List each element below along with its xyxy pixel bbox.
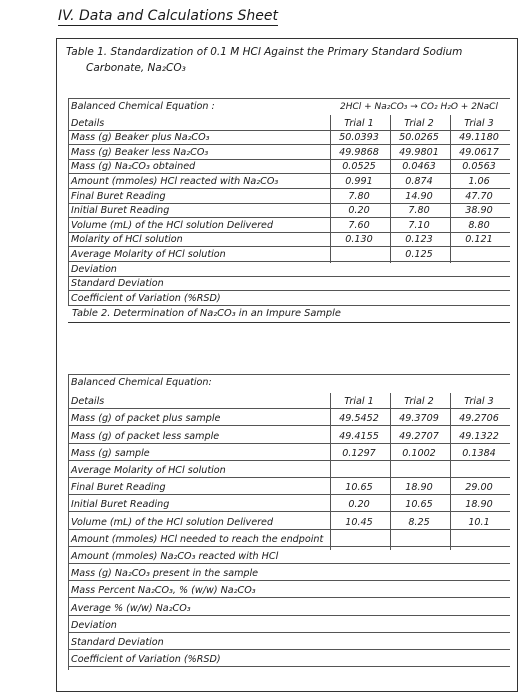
- equation-label: Balanced Chemical Equation :: [71, 101, 215, 112]
- table-row: [68, 204, 510, 218]
- table1-caption-line2: Carbonate, Na₂CO₃: [86, 62, 186, 74]
- table2-col-divider-2: [390, 393, 391, 550]
- row-label: Coefficient of Variation (%RSD): [71, 292, 221, 304]
- cell-trial-2: 18.90: [405, 482, 433, 494]
- cell-trial-3: 49.1180: [459, 132, 499, 144]
- cell-trial-2: 49.2707: [399, 430, 439, 442]
- details-label: Details: [71, 396, 105, 408]
- table-row: [68, 516, 510, 530]
- row-label: Volume (mL) of the HCl solution Delivered: [71, 219, 274, 231]
- cell-trial-1: 49.5452: [339, 413, 379, 425]
- row-label: Mass (g) Beaker less Na₂CO₃: [71, 146, 209, 158]
- row-label: Final Buret Reading: [71, 482, 166, 494]
- table-row: [68, 602, 510, 616]
- cell-trial-2: 0.874: [405, 176, 433, 187]
- table1-col-divider-2: [390, 115, 391, 263]
- row-label: Deviation: [71, 619, 117, 631]
- table-row: [68, 263, 510, 277]
- cell-trial-3: 38.90: [465, 205, 493, 217]
- trial-header-3: Trial 3: [464, 117, 494, 129]
- table1-top-rule: [68, 98, 510, 99]
- cell-trial-1: 10.45: [345, 516, 373, 528]
- table1-col-divider-1: [330, 115, 331, 263]
- cell-trial-1: 49.4155: [339, 430, 379, 442]
- row-label: Average Molarity of HCl solution: [71, 465, 226, 476]
- table-row: [68, 567, 510, 581]
- cell-trial-2: 49.3709: [399, 413, 439, 425]
- row-label: Molarity of HCl solution: [71, 234, 183, 246]
- row-label: Mass (g) sample: [71, 447, 150, 459]
- table-row: [68, 447, 510, 461]
- row-label: Mass (g) of packet less sample: [71, 430, 220, 442]
- table-row: [68, 277, 510, 291]
- table-row: [68, 190, 510, 204]
- table2-col-divider-1: [330, 393, 331, 550]
- row-label: Mass (g) Na₂CO₃ present in the sample: [71, 568, 259, 580]
- cell-trial-2: 49.9801: [399, 146, 439, 158]
- table-row: [68, 619, 510, 633]
- table-row: [68, 498, 510, 512]
- cell-trial-2: 7.80: [408, 205, 430, 217]
- table-row: [68, 653, 510, 667]
- table-row: [68, 233, 510, 247]
- row-label: Mass (g) Na₂CO₃ obtained: [71, 161, 196, 173]
- table-row: [68, 412, 510, 426]
- table1-equation-row: [68, 100, 510, 114]
- table-row: [68, 584, 510, 598]
- cell-trial-1: 0.130: [345, 234, 373, 246]
- row-label: Final Buret Reading: [71, 190, 166, 202]
- table2-caption: Table 2. Determination of Na₂CO₃ in an Impure Sample: [72, 308, 341, 320]
- row-label: Amount (mmoles) HCl needed to reach the endpoint: [71, 533, 324, 545]
- cell-trial-2: 50.0265: [399, 132, 439, 144]
- details-label: Details: [71, 117, 105, 129]
- cell-trial-1: 0.991: [345, 176, 373, 187]
- table-row: [68, 550, 510, 564]
- cell-trial-3: 0.1384: [462, 447, 496, 459]
- table-row: [68, 131, 510, 145]
- table1-left-border: [68, 98, 69, 306]
- cell-trial-3: 18.90: [465, 499, 493, 511]
- cell-trial-3: 49.0617: [459, 146, 499, 158]
- cell-trial-3: 10.1: [468, 516, 490, 528]
- table-separator: [68, 322, 510, 323]
- table2-header-row: [68, 395, 510, 409]
- trial-header-2: Trial 2: [404, 396, 434, 408]
- cell-trial-3: 0.0563: [462, 161, 496, 173]
- table1-header-row: [68, 117, 510, 131]
- cell-trial-2: 0.123: [405, 234, 433, 246]
- row-label: Standard Deviation: [71, 278, 164, 290]
- table-row: [68, 248, 510, 262]
- trial-header-2: Trial 2: [404, 117, 434, 129]
- row-label: Initial Buret Reading: [71, 205, 170, 217]
- table1-col-divider-3: [450, 115, 451, 263]
- table-row: [68, 464, 510, 478]
- row-label: Mass (g) of packet plus sample: [71, 413, 221, 425]
- trial-header-1: Trial 1: [344, 396, 374, 408]
- sheet-title: IV. Data and Calculations Sheet: [58, 8, 278, 24]
- cell-trial-2: 14.90: [405, 190, 433, 202]
- table-row: [68, 430, 510, 444]
- row-label: Average % (w/w) Na₂CO₃: [71, 602, 191, 614]
- equation-label: Balanced Chemical Equation:: [71, 377, 212, 388]
- row-label: Deviation: [71, 263, 117, 275]
- table-row: [68, 219, 510, 233]
- cell-trial-3: 47.70: [465, 190, 493, 202]
- row-label: Standard Deviation: [71, 637, 164, 648]
- table-row: [68, 292, 510, 306]
- row-label: Amount (mmoles) HCl reacted with Na₂CO₃: [71, 176, 279, 187]
- cell-trial-1: 10.65: [345, 482, 373, 494]
- cell-trial-3: 1.06: [468, 176, 490, 187]
- cell-trial-1: 7.80: [348, 190, 370, 202]
- cell-trial-1: 7.60: [348, 219, 370, 231]
- cell-trial-2: 0.0463: [402, 161, 436, 173]
- cell-trial-2: 10.65: [405, 499, 433, 511]
- table2-left-border: [68, 374, 69, 670]
- table-row: [68, 481, 510, 495]
- table-row: [68, 533, 510, 547]
- row-label: Initial Buret Reading: [71, 499, 170, 511]
- table-row: [68, 175, 510, 189]
- table2-equation-row: [68, 376, 510, 390]
- trial-header-1: Trial 1: [344, 117, 374, 129]
- cell-trial-2: 8.25: [408, 516, 430, 528]
- trial-header-3: Trial 3: [464, 396, 494, 408]
- row-label: Amount (mmoles) Na₂CO₃ reacted with HCl: [71, 551, 279, 562]
- table-row: [68, 636, 510, 650]
- table2-top-rule: [68, 374, 510, 375]
- cell-trial-3: 0.121: [465, 234, 493, 246]
- equation-text: 2HCl + Na₂CO₃ → CO₂ H₂O + 2NaCl: [340, 102, 498, 112]
- row-label: Average Molarity of HCl solution: [71, 249, 226, 260]
- cell-trial-1: 49.9868: [339, 146, 379, 158]
- cell-trial-1: 0.20: [348, 499, 370, 511]
- cell-trial-2: 0.125: [405, 249, 433, 260]
- cell-trial-3: 8.80: [468, 219, 490, 231]
- cell-trial-2: 7.10: [408, 219, 430, 231]
- cell-trial-1: 0.20: [348, 205, 370, 217]
- cell-trial-3: 29.00: [465, 482, 493, 494]
- cell-trial-1: 0.0525: [342, 161, 376, 173]
- table2-col-divider-3: [450, 393, 451, 550]
- row-label: Coefficient of Variation (%RSD): [71, 654, 221, 666]
- table-row: [68, 146, 510, 160]
- table1-caption-line1: Table 1. Standardization of 0.1 M HCl Against the Primary Standard Sodium: [66, 46, 463, 58]
- row-label: Mass Percent Na₂CO₃, % (w/w) Na₂CO₃: [71, 585, 256, 597]
- cell-trial-1: 50.0393: [339, 132, 379, 144]
- cell-trial-3: 49.1322: [459, 430, 499, 442]
- cell-trial-1: 0.1297: [342, 447, 376, 459]
- table-row: [68, 160, 510, 174]
- cell-trial-2: 0.1002: [402, 447, 436, 459]
- row-label: Mass (g) Beaker plus Na₂CO₃: [71, 132, 210, 144]
- row-label: Volume (mL) of the HCl solution Delivered: [71, 516, 274, 528]
- cell-trial-3: 49.2706: [459, 413, 499, 425]
